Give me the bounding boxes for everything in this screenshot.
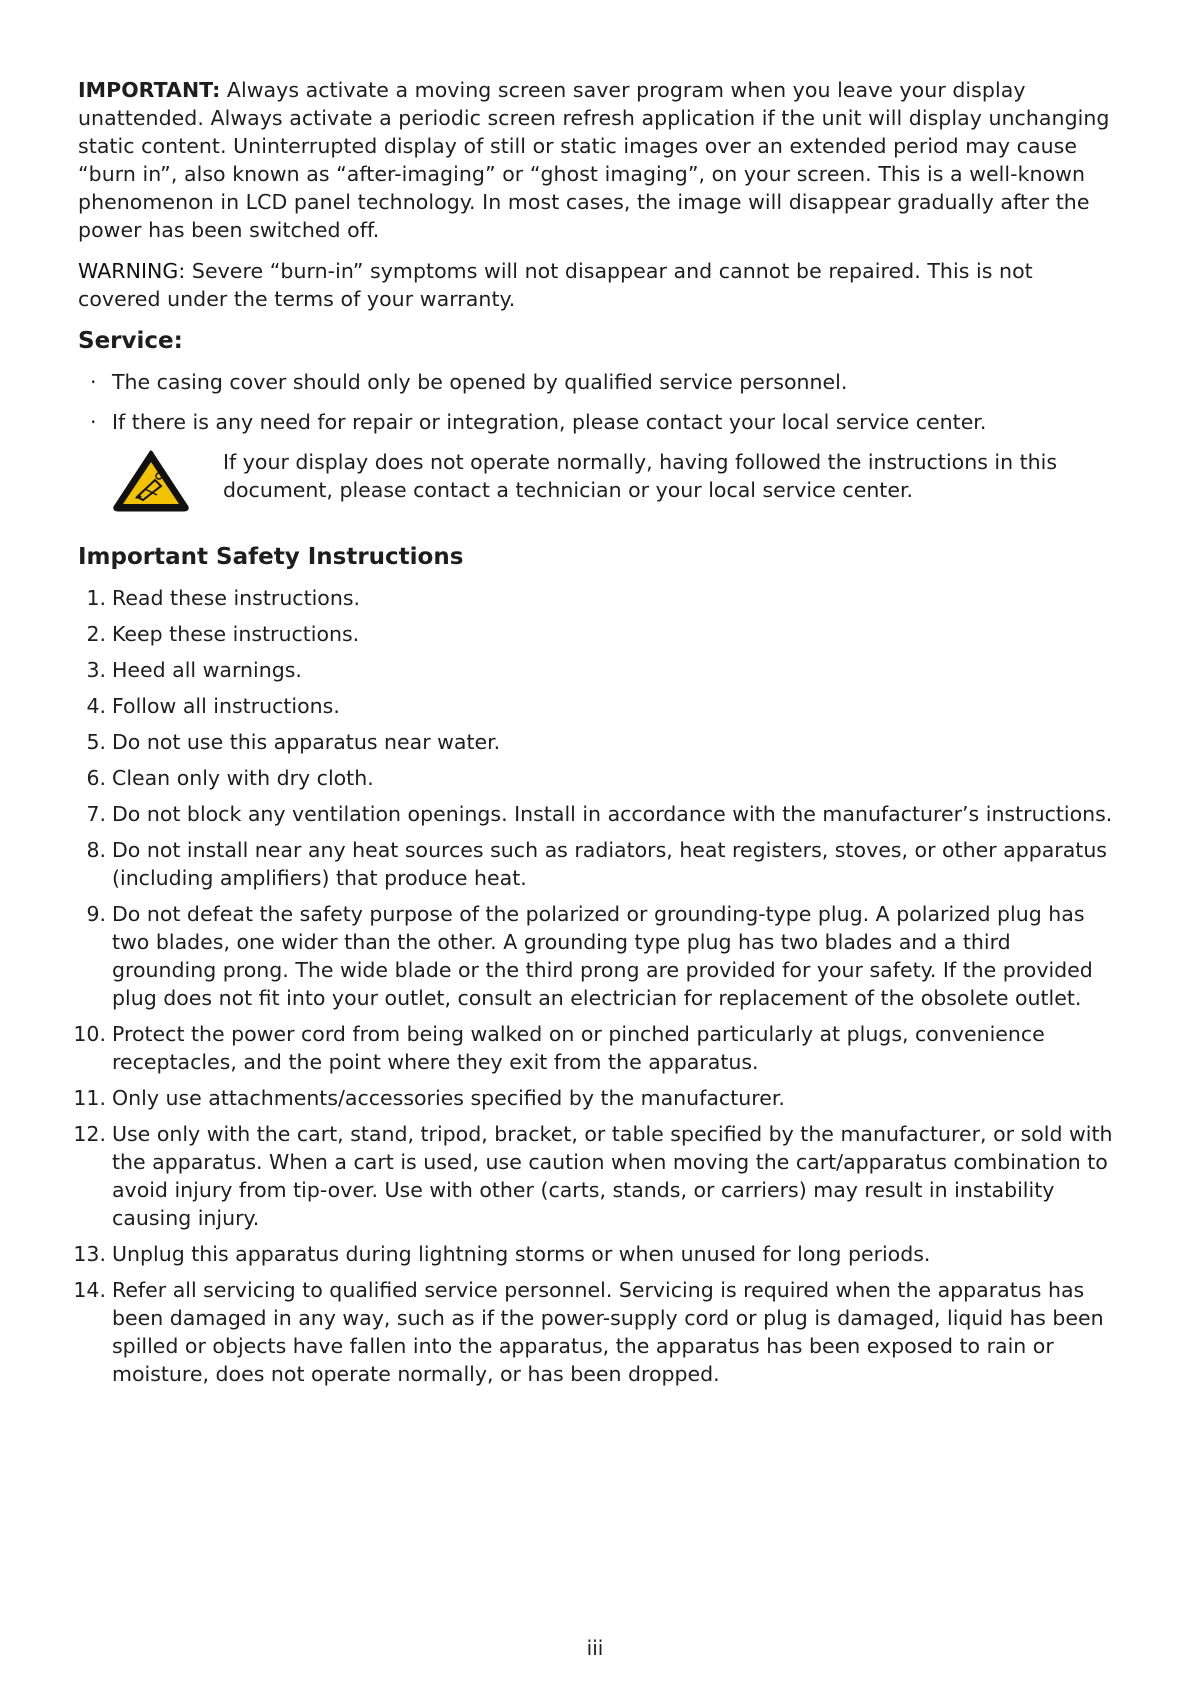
bullet-text: The casing cover should only be opened by qualified service personnel. — [112, 370, 848, 394]
bullet-dot: · — [90, 410, 97, 434]
list-item — [78, 656, 1118, 684]
item-number: 2. — [86, 622, 106, 646]
item-text: Clean only with dry cloth. — [112, 766, 374, 790]
list-item — [73, 1020, 1118, 1076]
safety-instruction-list — [73, 584, 1118, 1388]
service-notice — [78, 448, 1118, 516]
item-number: 11. — [73, 1086, 106, 1110]
list-item — [78, 836, 1118, 892]
list-item — [78, 620, 1118, 648]
item-text: Do not install near any heat sources such as radiators, heat registers, stoves, or other apparatus (including amplifiers) that produce heat. — [112, 838, 1107, 890]
list-item — [78, 800, 1118, 828]
service-bullet-list — [78, 368, 1118, 436]
item-text: Heed all warnings. — [112, 658, 302, 682]
item-number: 10. — [73, 1022, 106, 1046]
list-item — [73, 1120, 1118, 1232]
item-number: 8. — [86, 838, 106, 862]
page-number: iii — [586, 1636, 604, 1660]
item-text: Follow all instructions. — [112, 694, 340, 718]
safety-heading: Important Safety Instructions — [78, 544, 464, 570]
item-text: Do not defeat the safety purpose of the polarized or grounding-type plug. A polarized plug has two blades, one wider than the other. A grounding type plug has two blades and a third grounding prong. The wide blade or the third prong are provided for your safety. If the provided plug does not fit into your outlet, consult an electrician for replacement of the obsolete outlet. — [112, 902, 1093, 1010]
warning-triangle-icon — [78, 448, 223, 516]
item-text: Use only with the cart, stand, tripod, bracket, or table specified by the manufacturer, or sold with the apparatus. When a cart is used, use caution when moving the cart/apparatus combination to avoid injury from tip-over. Use with other (carts, stands, or carriers) may result in instability causing injury. — [112, 1122, 1113, 1230]
service-heading: Service: — [78, 328, 183, 354]
important-paragraph — [78, 76, 1118, 244]
warning-paragraph — [78, 257, 1118, 313]
item-number: 14. — [73, 1278, 106, 1302]
bullet-dot: · — [90, 370, 97, 394]
list-item — [78, 368, 1118, 396]
list-item — [73, 1240, 1118, 1268]
item-number: 9. — [86, 902, 106, 926]
item-number: 7. — [86, 802, 106, 826]
item-text: Unplug this apparatus during lightning storms or when unused for long periods. — [112, 1242, 931, 1266]
item-text: Refer all servicing to qualified service personnel. Servicing is required when the apparatus has been damaged in any way, such as if the power-supply cord or plug is damaged, liquid has been spilled or objects have fallen into the apparatus, the apparatus has been exposed to rain or moisture, does not operate normally, or has been dropped. — [112, 1278, 1104, 1386]
list-item — [78, 764, 1118, 792]
item-number: 6. — [86, 766, 106, 790]
item-text: Do not block any ventilation openings. Install in accordance with the manufacturer’s instructions. — [112, 802, 1113, 826]
item-number: 4. — [86, 694, 106, 718]
item-text: Read these instructions. — [112, 586, 361, 610]
item-number: 12. — [73, 1122, 106, 1146]
warning-text: Severe “burn-in” symptoms will not disappear and cannot be repaired. This is not covered under the terms of your warranty. — [78, 259, 1033, 311]
list-item — [78, 728, 1118, 756]
important-label: IMPORTANT: — [78, 78, 221, 102]
warning-label: WARNING: — [78, 259, 186, 283]
list-item — [78, 584, 1118, 612]
item-number: 3. — [86, 658, 106, 682]
item-number: 13. — [73, 1242, 106, 1266]
list-item — [73, 1276, 1118, 1388]
notice-text: If your display does not operate normally, having followed the instructions in this document, please contact a technician or your local service center. — [223, 450, 1058, 502]
list-item — [78, 408, 1118, 436]
item-text: Protect the power cord from being walked on or pinched particularly at plugs, convenience receptacles, and the point where they exit from the apparatus. — [112, 1022, 1045, 1074]
list-item — [78, 900, 1118, 1012]
bullet-text: If there is any need for repair or integration, please contact your local service center. — [112, 410, 987, 434]
list-item — [78, 692, 1118, 720]
item-text: Keep these instructions. — [112, 622, 360, 646]
item-text: Only use attachments/accessories specified by the manufacturer. — [112, 1086, 785, 1110]
document-page — [73, 76, 1118, 1396]
important-text: Always activate a moving screen saver program when you leave your display unattended. Always activate a periodic screen refresh application if the unit will display unchanging static content. Uninterrupted display of still or static images over an extended period may cause “burn in”, also known as “after-imaging” or “ghost imaging”, on your screen. This is a well-known phenomenon in LCD panel technology. In most cases, the image will disappear gradually after the power has been switched off. — [78, 78, 1110, 242]
list-item — [73, 1084, 1118, 1112]
item-number: 1. — [86, 586, 106, 610]
item-number: 5. — [86, 730, 106, 754]
item-text: Do not use this apparatus near water. — [112, 730, 501, 754]
